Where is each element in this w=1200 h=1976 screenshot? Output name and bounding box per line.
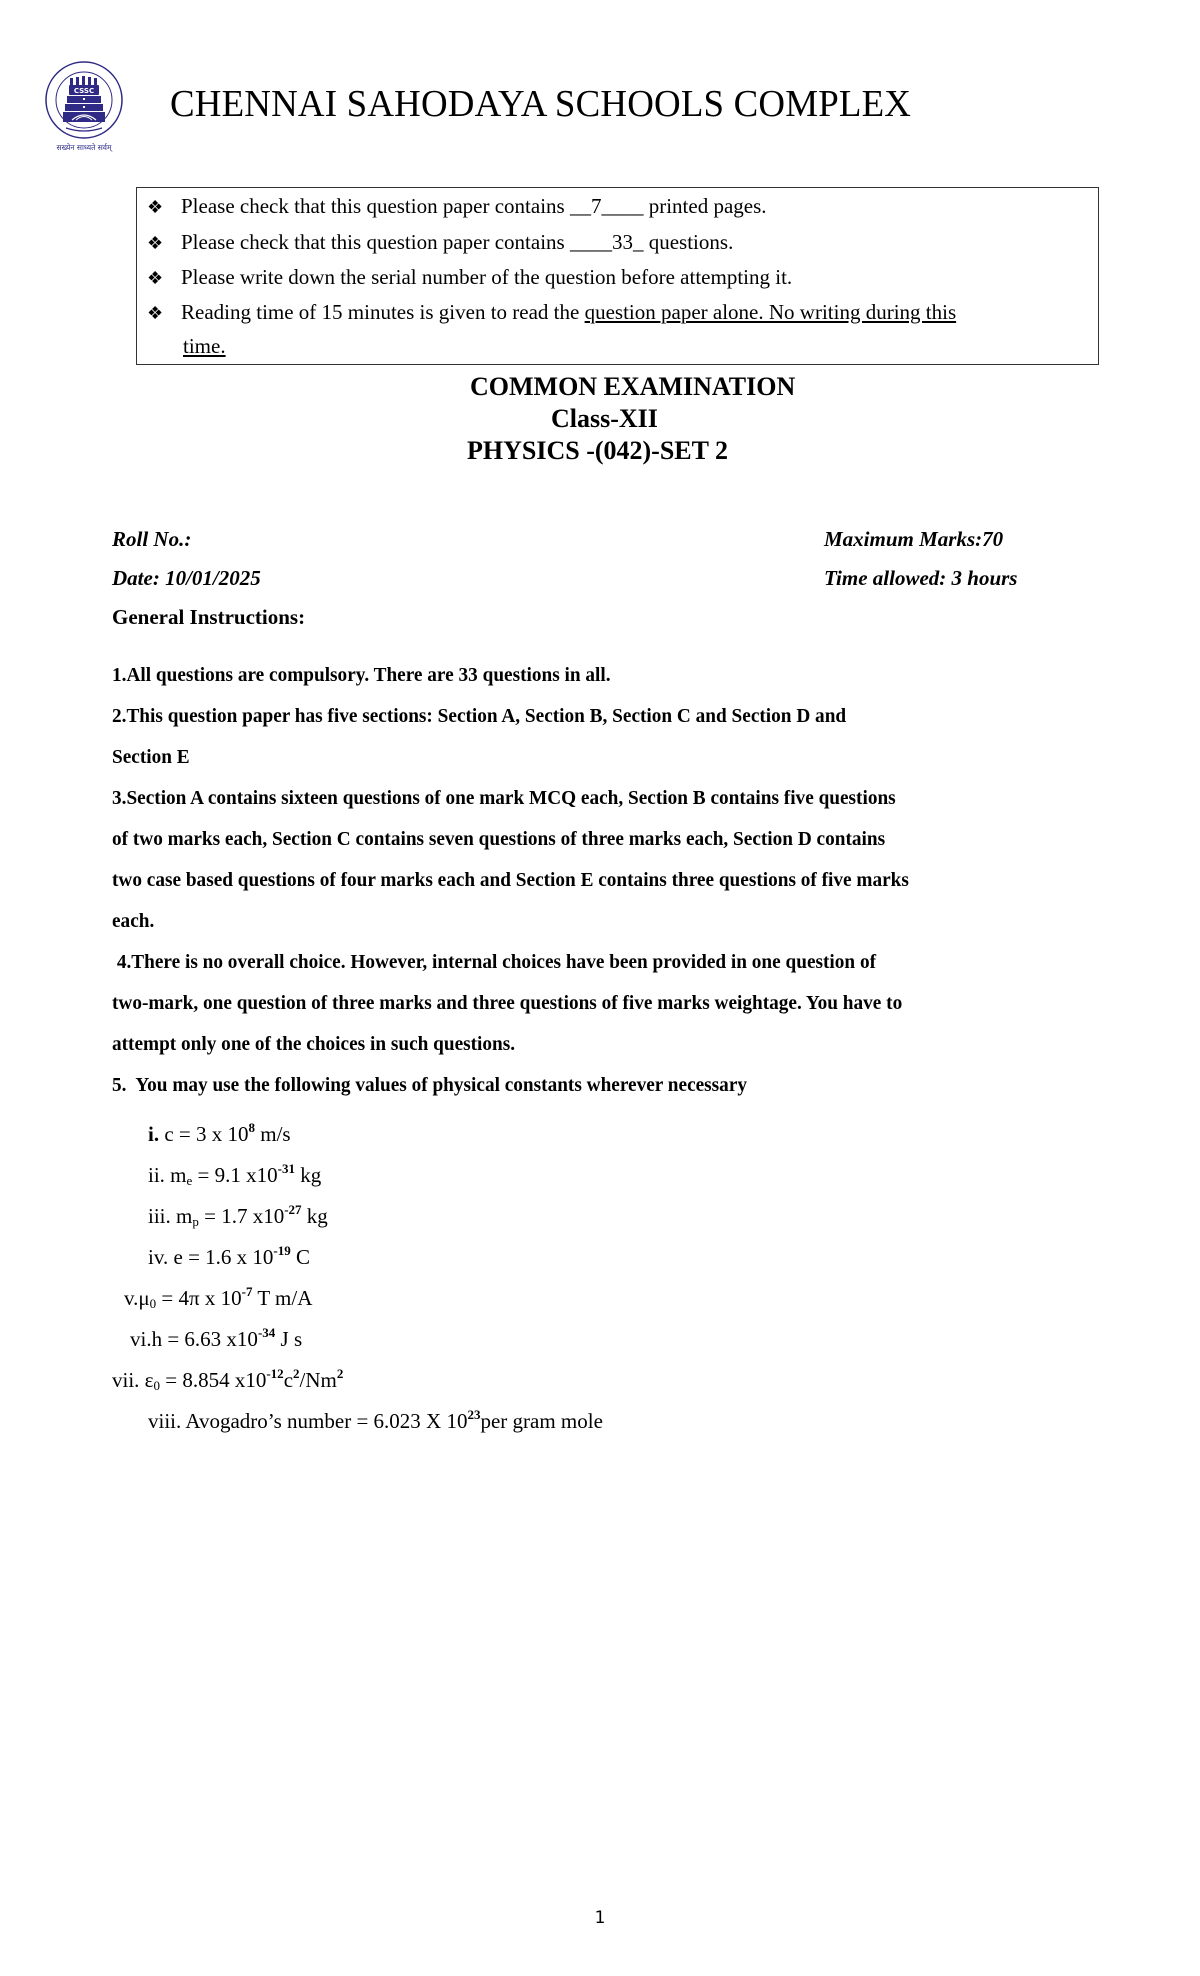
diamond-bullet-icon: ❖ xyxy=(147,268,164,288)
cssc-emblem-icon xyxy=(36,58,132,156)
constant-speed-of-light: i. c = 3 x $10^8$ m/s xyxy=(148,1120,291,1146)
instruction-line: each. xyxy=(112,910,155,932)
time-allowed: Time allowed: 3 hours xyxy=(824,566,1018,590)
diamond-bullet-icon: ❖ xyxy=(147,303,164,323)
diamond-bullet-icon: ❖ xyxy=(147,197,164,217)
cssc-logo xyxy=(36,58,132,156)
instruction-line: attempt only one of the choices in such questions. xyxy=(112,1033,516,1055)
constant-avogadro: viii. Avogadro’s number = 6.023 X $10^{23}per$ gram mole xyxy=(148,1407,603,1433)
constant-electron-mass: ii. $m_e = 9.1$ $x10^{-31}$ kg xyxy=(148,1161,322,1188)
instruction-line: 2.This question paper has five sections: Section A, Section B, Section C and Section D and xyxy=(112,705,847,727)
notice-item: ❖ Reading time of 15 minutes is given to read the question paper alone. No writing during this xyxy=(147,300,957,324)
exam-date: Date: 10/01/2025 xyxy=(112,566,261,590)
instruction-line: 3.Section A contains sixteen questions of one mark MCQ each, Section B contains five questions xyxy=(112,787,896,809)
constant-electron-charge: iv. e = 1.6 x $10^{-19}$ C xyxy=(148,1243,311,1269)
instruction-line: of two marks each, Section C contains seven questions of three marks each, Section D contains xyxy=(112,828,886,850)
svg-text:सख्येन साध्यते सर्वम्: सख्येन साध्यते सर्वम् xyxy=(56,143,112,152)
org-title: CHENNAI SAHODAYA SCHOOLS COMPLEX xyxy=(170,83,912,125)
instruction-line: 1.All questions are compulsory. There are 33 questions in all. xyxy=(112,664,611,686)
notice-item: ❖ Please write down the serial number of the question before attempting it. xyxy=(147,265,793,289)
diamond-bullet-icon: ❖ xyxy=(147,233,164,253)
instruction-line: 4.There is no overall choice. However, internal choices have been provided in one question of xyxy=(112,951,876,973)
notice-continuation: time. xyxy=(183,334,226,358)
instruction-line: two case based questions of four marks each and Section E contains three questions of five marks xyxy=(112,869,909,891)
page-number: 1 xyxy=(594,1908,606,1928)
exam-subject: PHYSICS -(042)-SET 2 xyxy=(467,436,729,465)
instruction-line: 5. You may use the following values of physical constants wherever necessary xyxy=(112,1074,748,1096)
notice-item: ❖ Please check that this question paper contains ____33_ questions. xyxy=(147,230,734,254)
exam-title: COMMON EXAMINATION xyxy=(470,372,796,401)
exam-class: Class-XII xyxy=(551,404,658,433)
page-count-value: __7____ xyxy=(569,194,644,218)
constant-permittivity: vii. $\varepsilon_0 = 8.854$ $x10^{-12}c^2/Nm^2$ xyxy=(112,1366,344,1393)
constant-planck: vi.h = 6.63 $x10^{-34}$ J s xyxy=(130,1325,303,1351)
svg-text:CSSC: CSSC xyxy=(73,87,95,95)
general-instructions-list xyxy=(112,655,1052,1106)
notice-item: ❖ Please check that this question paper contains __7____ printed pages. xyxy=(147,194,767,218)
instruction-line: two-mark, one question of three marks and three questions of five marks weightage. You have to xyxy=(112,992,903,1014)
question-count-value: ____33_ xyxy=(569,230,644,254)
constant-permeability: $v.\mu_0 = 4\pi$ x $10^{-7}$ T m/A xyxy=(124,1284,313,1311)
general-instructions-heading: General Instructions: xyxy=(112,605,306,629)
roll-no-label: Roll No.: xyxy=(112,527,192,551)
instruction-line: Section E xyxy=(112,746,190,768)
notice-box xyxy=(136,187,1099,365)
maximum-marks: Maximum Marks:70 xyxy=(824,527,1004,551)
constant-proton-mass: iii. $m_p = 1.7$ $x10^{-27}$ kg xyxy=(148,1202,328,1229)
